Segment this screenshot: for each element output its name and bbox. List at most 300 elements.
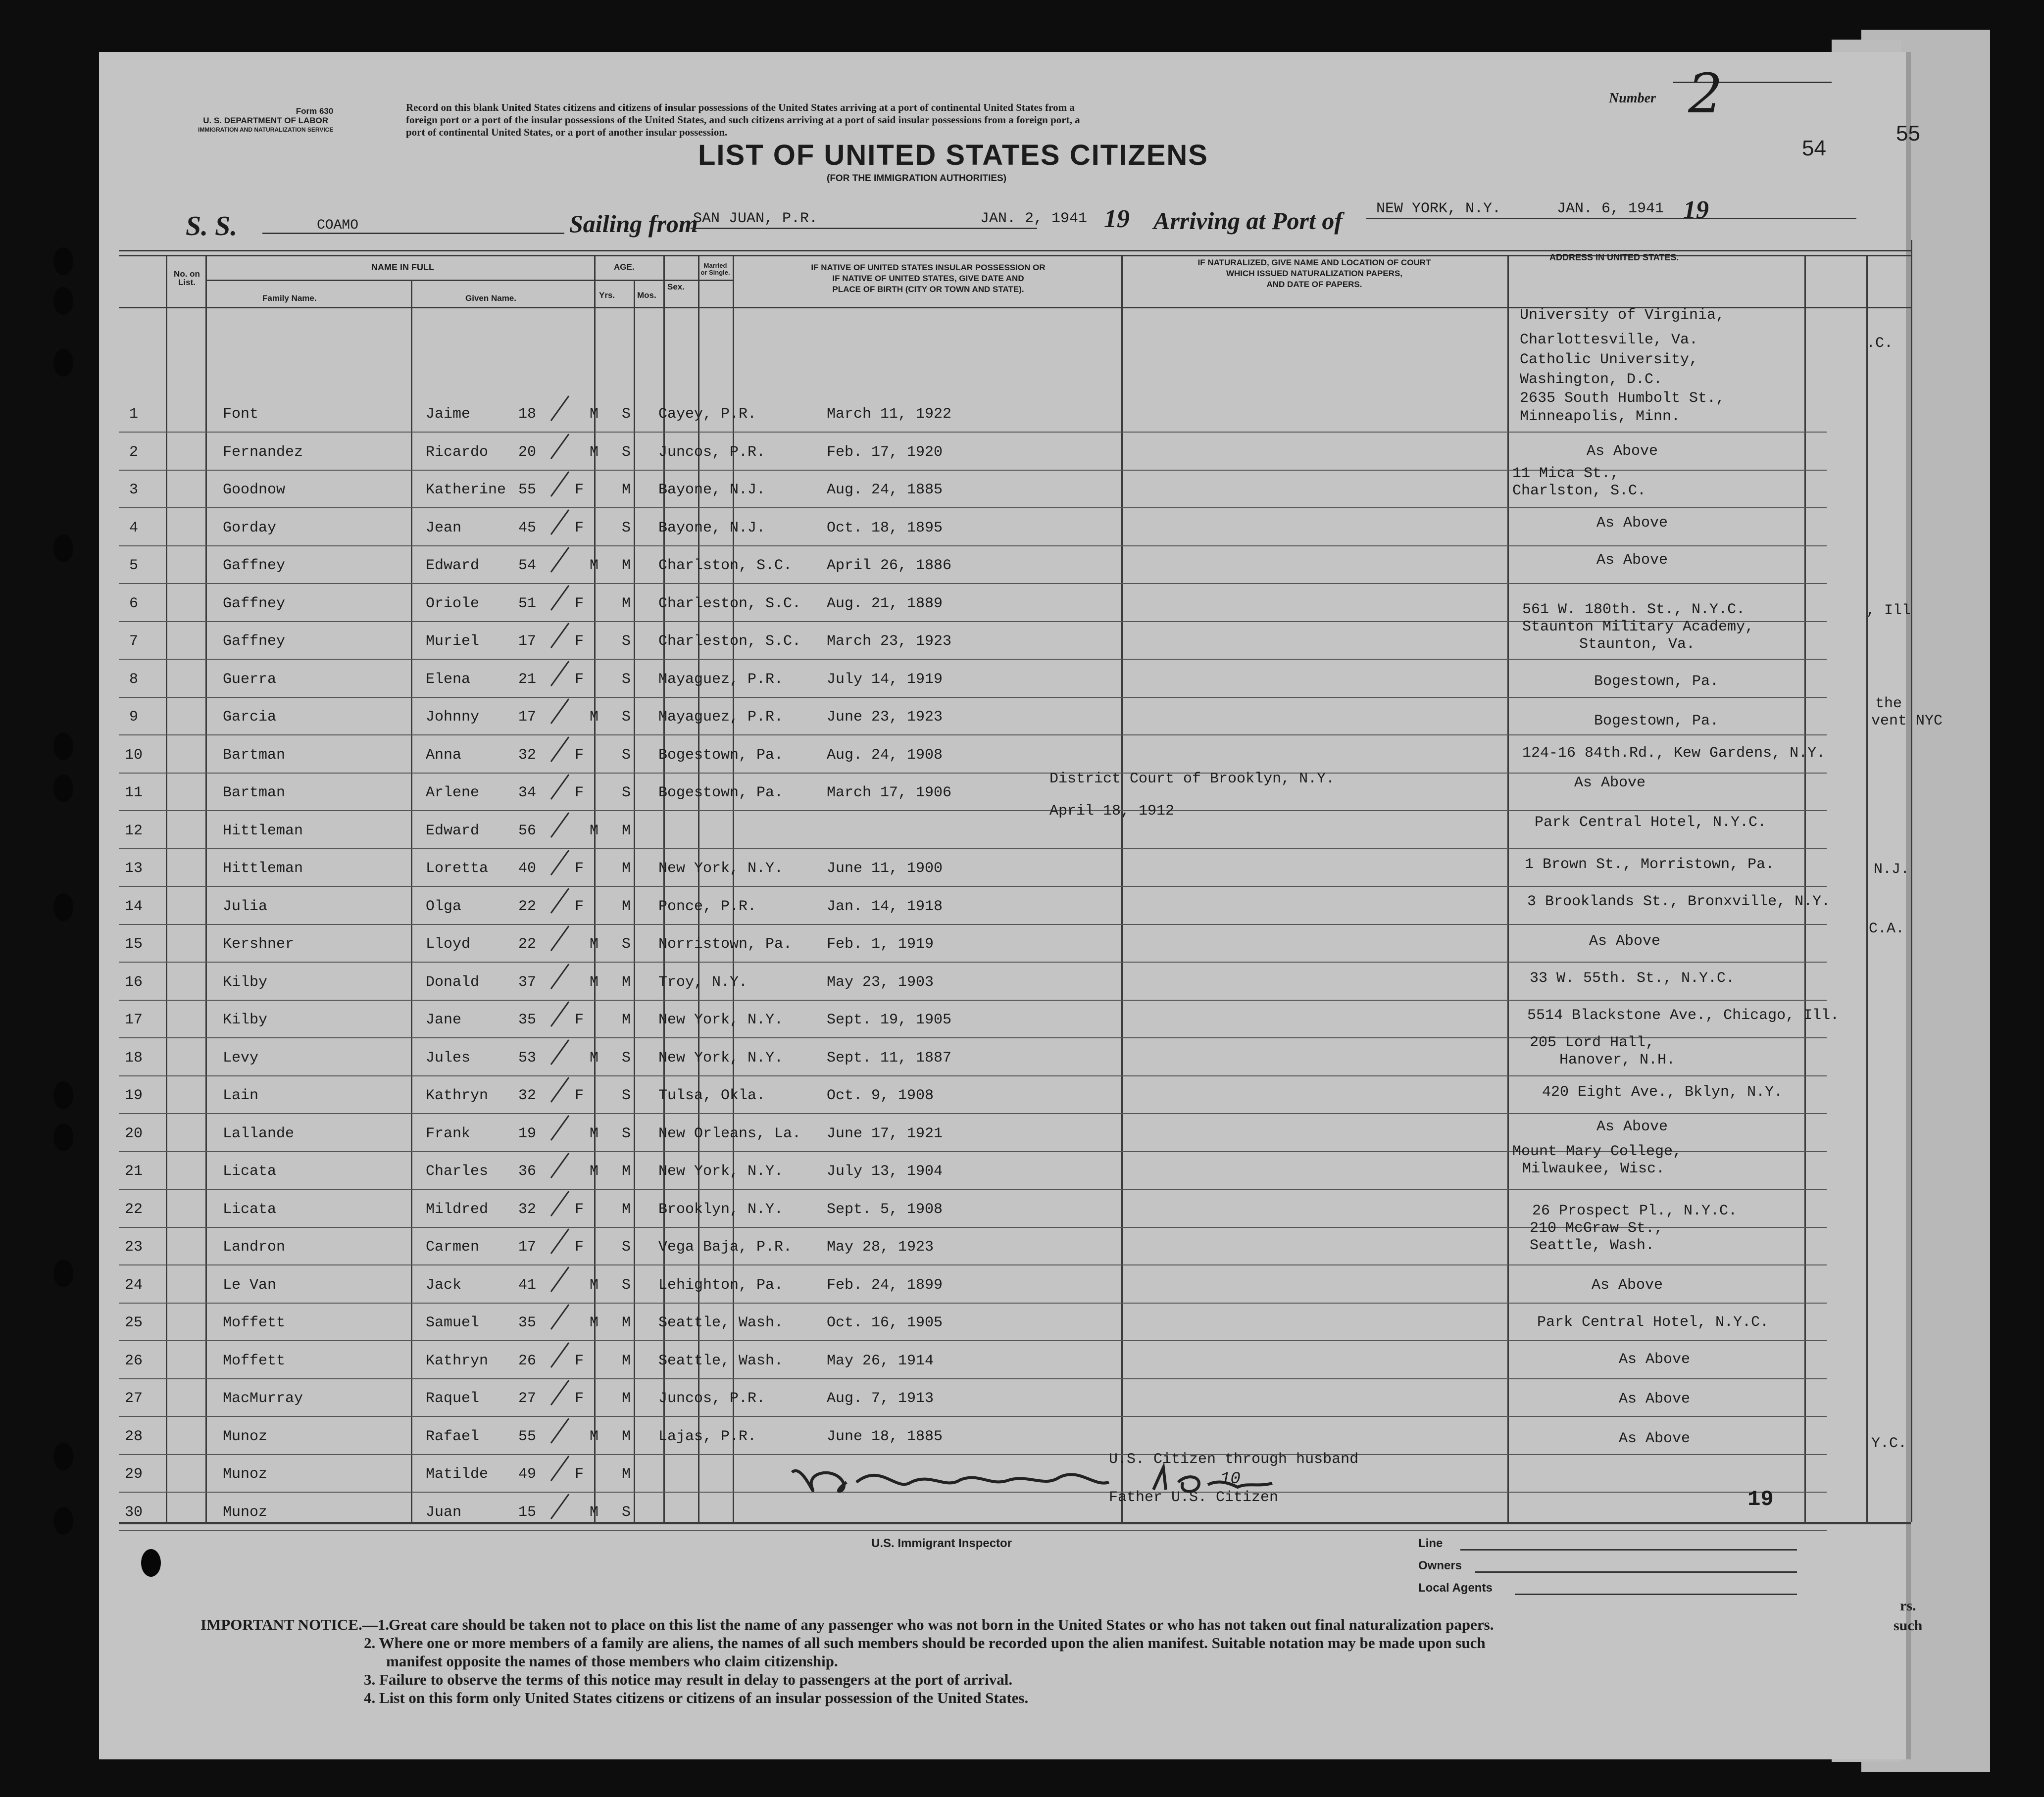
tick-mark	[547, 999, 577, 1028]
age-years: 35	[518, 1314, 536, 1331]
tick-mark	[547, 1226, 577, 1256]
sex: M	[589, 1504, 598, 1521]
sheet-number: 19	[1747, 1487, 1774, 1512]
address-line: Milwaukee, Wisc.	[1522, 1161, 1665, 1177]
binder-hole	[141, 1549, 161, 1577]
birth-place: Ponce, P.R.	[658, 898, 757, 915]
tick-mark	[547, 734, 577, 764]
birth-place: Mayaguez, P.R.	[658, 671, 784, 688]
family-name: Munoz	[223, 1504, 268, 1521]
year-label-1: 19	[1104, 205, 1130, 233]
age-years: 35	[518, 1012, 536, 1028]
sailing-date: JAN. 2, 1941	[980, 210, 1088, 227]
notice-4: 4. List on this form only United States citizens or citizens of an insular possession of the United States.	[364, 1689, 1029, 1706]
col-age: AGE.	[614, 262, 635, 272]
margin-fragment-7: Y.C.	[1871, 1435, 1907, 1452]
family-name: Munoz	[223, 1466, 268, 1483]
given-name: Jean	[426, 519, 462, 536]
sex: F	[574, 519, 584, 536]
address-line: Charlston, S.C.	[1512, 483, 1646, 499]
address-line: 205 Lord Hall,	[1530, 1034, 1655, 1051]
marital-status: M	[621, 1314, 631, 1331]
age-years: 22	[518, 936, 536, 953]
sex: F	[574, 1352, 584, 1369]
address-line: As Above	[1596, 552, 1668, 569]
birth-date: Oct. 9, 1908	[827, 1087, 934, 1104]
birth-date: May 28, 1923	[827, 1239, 934, 1256]
given-name: Donald	[426, 973, 480, 991]
age-years: 45	[518, 519, 536, 536]
given-name: Jane	[426, 1012, 462, 1028]
birth-date: Sept. 11, 1887	[827, 1049, 952, 1067]
birth-place: Lehighton, Pa.	[658, 1276, 784, 1294]
family-name: Kershner	[223, 936, 295, 953]
tick-mark	[547, 507, 577, 536]
tick-mark	[547, 1150, 577, 1180]
ss-label: S. S.	[186, 211, 238, 242]
tick-mark	[547, 885, 577, 915]
family-name: Guerra	[223, 671, 277, 688]
row-number: 10	[124, 746, 143, 764]
agency-line-2: IMMIGRATION AND NATURALIZATION SERVICE	[198, 126, 334, 133]
binder-hole	[53, 247, 73, 275]
col-birth-line-1: IF NATIVE OF UNITED STATES INSULAR POSSESSION OR	[811, 263, 1046, 272]
ship-name: COAMO	[317, 218, 359, 233]
address-line: 26 Prospect Pl., N.Y.C.	[1532, 1203, 1738, 1219]
sex: F	[574, 1087, 584, 1104]
family-name: Lain	[223, 1087, 259, 1104]
birth-date: Aug. 24, 1908	[827, 746, 943, 764]
margin-fragment-2: , Ill	[1866, 602, 1911, 619]
col-birth-line-3: PLACE OF BIRTH (CITY OR TOWN AND STATE).	[832, 285, 1024, 294]
marital-status: M	[621, 1466, 631, 1483]
col-mos: Mos.	[637, 291, 656, 300]
tick-mark	[547, 1188, 577, 1218]
edge-fragment-2: such	[1894, 1617, 1923, 1634]
address-line: 3 Brooklands St., Bronxville, N.Y.	[1527, 893, 1831, 910]
birth-place: New York, N.Y.	[658, 1163, 784, 1180]
table-row	[119, 547, 1827, 585]
address-line: As Above	[1619, 1430, 1691, 1447]
age-years: 55	[518, 482, 536, 498]
address-line: Charlottesville, Va.	[1520, 332, 1698, 348]
address-line: Bogestown, Pa.	[1594, 713, 1719, 729]
agency-line-1: U. S. DEPARTMENT OF LABOR	[203, 116, 329, 125]
birth-place: Bogestown, Pa.	[658, 746, 784, 764]
tick-mark	[547, 658, 577, 688]
family-name: Fernandez	[223, 443, 303, 461]
col-married-single: Married or Single.	[700, 262, 730, 276]
address-line: Park Central Hotel, N.Y.C.	[1535, 814, 1767, 831]
birth-place: Juncos, P.R.	[658, 1390, 766, 1407]
birth-date: March 11, 1922	[827, 406, 952, 423]
row-number: 3	[129, 482, 138, 498]
given-name: Matilde	[426, 1466, 489, 1483]
row-number: 9	[129, 709, 138, 726]
inspector-label: U.S. Immigrant Inspector	[871, 1537, 1012, 1550]
given-name: Kathryn	[426, 1352, 489, 1369]
age-years: 55	[518, 1428, 536, 1445]
marital-status: S	[621, 1276, 631, 1294]
address-line: Washington, D.C.	[1520, 371, 1663, 388]
address-line: 5514 Blackstone Ave., Chicago, Ill.	[1527, 1007, 1840, 1024]
marital-status: S	[621, 671, 631, 688]
col-naturalized-line-3: AND DATE OF PAPERS.	[1266, 280, 1362, 289]
row-number: 5	[129, 557, 138, 574]
birth-date: Jan. 14, 1918	[827, 898, 943, 915]
binder-hole	[53, 775, 73, 802]
owners-label: Owners	[1418, 1559, 1462, 1572]
naturalization: District Court of Brooklyn, N.Y.	[1049, 771, 1335, 787]
birth-place: Charleston, S.C.	[658, 633, 801, 650]
binder-hole	[53, 732, 73, 760]
age-years: 56	[518, 822, 536, 839]
table-row	[119, 1343, 1827, 1381]
row-number: 4	[129, 519, 138, 536]
col-birth-line-2: IF NATIVE OF UNITED STATES, GIVE DATE AND	[832, 274, 1024, 283]
age-years: 51	[518, 595, 536, 612]
family-name: Licata	[223, 1163, 277, 1180]
marital-status: M	[621, 595, 631, 612]
table-row	[119, 1418, 1827, 1457]
row-number: 30	[124, 1504, 143, 1521]
birth-place: New York, N.Y.	[658, 860, 784, 877]
notice-1: Great care should be taken not to place on this list the name of any passenger who was not born in the United States or who has not taken out final naturalization papers.	[389, 1616, 1494, 1633]
age-years: 17	[518, 633, 536, 650]
birth-date: June 23, 1923	[827, 709, 943, 726]
tick-mark	[547, 1113, 577, 1142]
family-name: Gaffney	[223, 633, 286, 650]
sex: F	[574, 898, 584, 915]
age-years: 17	[518, 709, 536, 726]
birth-date: Feb. 24, 1899	[827, 1276, 943, 1294]
number-label: Number	[1609, 91, 1656, 106]
marital-status: M	[621, 822, 631, 839]
tick-mark	[547, 1453, 577, 1483]
address-line: As Above	[1574, 775, 1646, 791]
age-years: 20	[518, 443, 536, 461]
age-years: 17	[518, 1239, 536, 1256]
age-years: 32	[518, 746, 536, 764]
age-years: 41	[518, 1276, 536, 1294]
number-value: 2	[1688, 62, 1723, 125]
birth-date: Aug. 21, 1889	[827, 595, 943, 612]
tick-mark	[547, 393, 577, 423]
address-line: As Above	[1592, 1277, 1663, 1294]
marital-status: S	[621, 709, 631, 726]
row-number: 20	[124, 1125, 143, 1142]
row-number: 14	[124, 898, 143, 915]
row-number: 28	[124, 1428, 143, 1445]
marital-status: S	[621, 1125, 631, 1142]
birth-place: Seattle, Wash.	[658, 1352, 784, 1369]
address-line: 2635 South Humbolt St.,	[1520, 390, 1725, 407]
family-name: Landron	[223, 1239, 286, 1256]
age-years: 22	[518, 898, 536, 915]
table-row	[119, 699, 1827, 737]
tick-mark	[547, 696, 577, 726]
address-line: Staunton, Va.	[1579, 636, 1695, 653]
sex: M	[589, 936, 598, 953]
age-years: 34	[518, 784, 536, 801]
address-line: Hanover, N.H.	[1559, 1052, 1676, 1068]
tick-mark	[547, 1302, 577, 1331]
sex: F	[574, 1239, 584, 1256]
binder-hole	[53, 1081, 73, 1109]
birth-place: Lajas, P.R.	[658, 1428, 757, 1445]
marital-status: M	[621, 1390, 631, 1407]
sex: M	[589, 557, 598, 574]
sex: M	[589, 406, 598, 423]
given-name: Lloyd	[426, 936, 471, 953]
sailing-label: Sailing from	[569, 210, 698, 238]
address-line: Mount Mary College,	[1512, 1143, 1682, 1160]
tick-mark	[547, 847, 577, 877]
given-name: Jack	[426, 1276, 462, 1294]
year-label-2: 19	[1683, 196, 1709, 224]
birth-date: Oct. 16, 1905	[827, 1314, 943, 1331]
marital-status: S	[621, 406, 631, 423]
sex: F	[574, 784, 584, 801]
col-naturalized-line-1: IF NATURALIZED, GIVE NAME AND LOCATION OF COURT	[1197, 258, 1431, 267]
marital-status: S	[621, 1087, 631, 1104]
address-line: 561 W. 180th. St., N.Y.C.	[1522, 601, 1745, 618]
birth-place: Cayey, P.R.	[658, 406, 757, 423]
address-line: Bogestown, Pa.	[1594, 673, 1719, 690]
given-name: Olga	[426, 898, 462, 915]
family-name: Moffett	[223, 1352, 286, 1369]
col-address: ADDRESS IN UNITED STATES.	[1549, 252, 1679, 262]
tick-mark	[547, 620, 577, 650]
sex: M	[589, 709, 598, 726]
family-name: Lallande	[223, 1125, 295, 1142]
margin-fragment-3: the	[1875, 695, 1902, 712]
marital-status: M	[621, 898, 631, 915]
given-name: Jaime	[426, 406, 471, 423]
col-naturalized-line-2: WHICH ISSUED NATURALIZATION PAPERS,	[1226, 269, 1403, 278]
family-name: Julia	[223, 898, 268, 915]
inspector-signature	[782, 1453, 1391, 1507]
address-line: University of Virginia,	[1520, 307, 1725, 324]
family-name: Hittleman	[223, 822, 303, 839]
family-name: Le Van	[223, 1276, 277, 1294]
row-number: 26	[124, 1352, 143, 1369]
table-row	[119, 926, 1827, 964]
edge-fragment-1: rs.	[1900, 1598, 1916, 1614]
birth-date: March 17, 1906	[827, 784, 952, 801]
row-number: 24	[124, 1276, 143, 1294]
given-name: Edward	[426, 822, 480, 839]
birth-place: New York, N.Y.	[658, 1049, 784, 1067]
row-number: 2	[129, 443, 138, 461]
given-name: Jules	[426, 1049, 471, 1067]
birth-date: Aug. 24, 1885	[827, 482, 943, 498]
naturalization: April 18, 1912	[1049, 802, 1175, 820]
binder-hole	[53, 1260, 73, 1287]
birth-date: Sept. 19, 1905	[827, 1012, 952, 1028]
marital-status: M	[621, 1012, 631, 1028]
address-line: As Above	[1596, 515, 1668, 532]
given-name: Elena	[426, 671, 471, 688]
given-name: Juan	[426, 1504, 462, 1521]
sex: M	[589, 1276, 598, 1294]
address-line: As Above	[1587, 443, 1658, 460]
header-text-3: port of continental United States, or a port of another insular possession.	[406, 126, 728, 138]
address-line: Staunton Military Academy,	[1522, 619, 1754, 635]
margin-fragment-6: C.A.	[1869, 921, 1905, 937]
given-name: Samuel	[426, 1314, 480, 1331]
table-row	[119, 661, 1827, 699]
address-line: 420 Eight Ave., Bklyn, N.Y.	[1542, 1084, 1783, 1101]
tick-mark	[547, 1491, 577, 1521]
binder-hole	[53, 1507, 73, 1535]
page-subtitle: (FOR THE IMMIGRATION AUTHORITIES)	[827, 173, 1007, 184]
family-name: Kilby	[223, 973, 268, 991]
given-name: Johnny	[426, 709, 480, 726]
given-name: Kathryn	[426, 1087, 489, 1104]
tick-mark	[547, 961, 577, 991]
given-name: Mildred	[426, 1201, 489, 1218]
marital-status: S	[621, 1239, 631, 1256]
tick-mark	[547, 1264, 577, 1294]
marital-status: M	[621, 1163, 631, 1180]
binder-hole	[53, 534, 73, 562]
address-line: 1 Brown St., Morristown, Pa.	[1525, 856, 1775, 873]
header-text-2: foreign port or a port of the insular possessions of the United States, and such citizens arriving at a port of said insular possessions from a foreign port, a	[406, 114, 1080, 126]
arrival-date: JAN. 6, 1941	[1557, 200, 1664, 217]
birth-date: July 14, 1919	[827, 671, 943, 688]
marital-status: M	[621, 557, 631, 574]
birth-date: June 17, 1921	[827, 1125, 943, 1142]
marital-status: M	[621, 482, 631, 498]
sex: M	[589, 1163, 598, 1180]
birth-date: June 11, 1900	[827, 860, 943, 877]
marital-status: M	[621, 973, 631, 991]
birth-place: Bogestown, Pa.	[658, 784, 784, 801]
col-given-name: Given Name.	[465, 293, 516, 303]
page-number-left: 54	[1802, 136, 1826, 160]
sex: F	[574, 746, 584, 764]
address-line: As Above	[1619, 1391, 1691, 1408]
birth-date: Feb. 17, 1920	[827, 443, 943, 461]
address-line: As Above	[1589, 933, 1661, 950]
birth-place: Tulsa, Okla.	[658, 1087, 766, 1104]
row-number: 12	[124, 822, 143, 839]
given-name: Raquel	[426, 1390, 480, 1407]
col-sex: Sex.	[667, 282, 685, 291]
address-line: Catholic University,	[1520, 351, 1698, 368]
birth-place: New Orleans, La.	[658, 1125, 801, 1142]
row-number: 25	[124, 1314, 143, 1331]
given-name: Oriole	[426, 595, 480, 612]
family-name: Levy	[223, 1049, 259, 1067]
row-number: 11	[124, 784, 143, 801]
address-line: Minneapolis, Minn.	[1520, 408, 1681, 425]
tick-mark	[547, 583, 577, 612]
tick-mark	[547, 1037, 577, 1067]
sex: F	[574, 595, 584, 612]
given-name: Loretta	[426, 860, 489, 877]
stamp-number: 10	[1220, 1470, 1241, 1489]
age-years: 15	[518, 1504, 536, 1521]
manifest-page	[99, 52, 1943, 1759]
sex: F	[574, 1201, 584, 1218]
marital-status: S	[621, 746, 631, 764]
family-name: Garcia	[223, 709, 277, 726]
binder-hole	[53, 893, 73, 921]
marital-status: S	[621, 936, 631, 953]
birth-place: Bayone, N.J.	[658, 482, 766, 498]
page-number-right: 55	[1896, 121, 1920, 146]
header-text-1: Record on this blank United States citizens and citizens of insular possessions of the United States arriving at a port of continental United States from a	[406, 101, 1075, 113]
margin-fragment-1: .C.	[1866, 335, 1894, 352]
tick-mark	[547, 544, 577, 574]
row-number: 21	[124, 1163, 143, 1180]
col-birth	[738, 262, 1119, 295]
age-years: 27	[518, 1390, 536, 1407]
row-number: 29	[124, 1466, 143, 1483]
address-line: 124-16 84th.Rd., Kew Gardens, N.Y.	[1522, 745, 1826, 762]
sex: F	[574, 860, 584, 877]
sex: F	[574, 1012, 584, 1028]
given-name: Carmen	[426, 1239, 480, 1256]
age-years: 37	[518, 973, 536, 991]
age-years: 32	[518, 1201, 536, 1218]
tick-mark	[547, 772, 577, 801]
birth-place: New York, N.Y.	[658, 1012, 784, 1028]
birth-place: Troy, N.Y.	[658, 973, 748, 991]
given-name: Anna	[426, 746, 462, 764]
family-name: Munoz	[223, 1428, 268, 1445]
family-name: MacMurray	[223, 1390, 303, 1407]
tick-mark	[547, 810, 577, 839]
row-number: 7	[129, 633, 138, 650]
sex: M	[589, 443, 598, 461]
given-name: Arlene	[426, 784, 480, 801]
address-line: As Above	[1619, 1351, 1691, 1368]
birth-date: July 13, 1904	[827, 1163, 943, 1180]
given-name: Charles	[426, 1163, 489, 1180]
family-name: Gaffney	[223, 595, 286, 612]
binder-hole	[53, 287, 73, 315]
notice-2a: 2. Where one or more members of a family are aliens, the names of all such members should be recorded upon the alien manifest. Suitable notation may be made upon such	[364, 1634, 1486, 1651]
address-line: 33 W. 55th. St., N.Y.C.	[1530, 970, 1735, 987]
birth-place: Juncos, P.R.	[658, 443, 766, 461]
birth-place: Mayaguez, P.R.	[658, 709, 784, 726]
marital-status: S	[621, 443, 631, 461]
binder-hole	[53, 1123, 73, 1151]
family-name: Hittleman	[223, 860, 303, 877]
row-number: 16	[124, 973, 143, 991]
margin-fragment-5: N.J.	[1874, 861, 1910, 878]
birth-place: Norristown, Pa.	[658, 936, 793, 953]
marital-status: S	[621, 633, 631, 650]
age-years: 32	[518, 1087, 536, 1104]
row-number: 1	[129, 406, 138, 423]
row-number: 6	[129, 595, 138, 612]
birth-date: Aug. 7, 1913	[827, 1390, 934, 1407]
tick-mark	[547, 1340, 577, 1369]
birth-place: Bayone, N.J.	[658, 519, 766, 536]
tick-mark	[547, 431, 577, 461]
col-family-name: Family Name.	[262, 293, 317, 303]
arriving-label: Arriving at Port of	[1153, 207, 1343, 235]
col-name-in-full: NAME IN FULL	[371, 262, 434, 272]
col-no: No. on List.	[174, 269, 200, 287]
row-number: 17	[124, 1012, 143, 1028]
sex: M	[589, 1049, 598, 1067]
birth-date: June 18, 1885	[827, 1428, 943, 1445]
